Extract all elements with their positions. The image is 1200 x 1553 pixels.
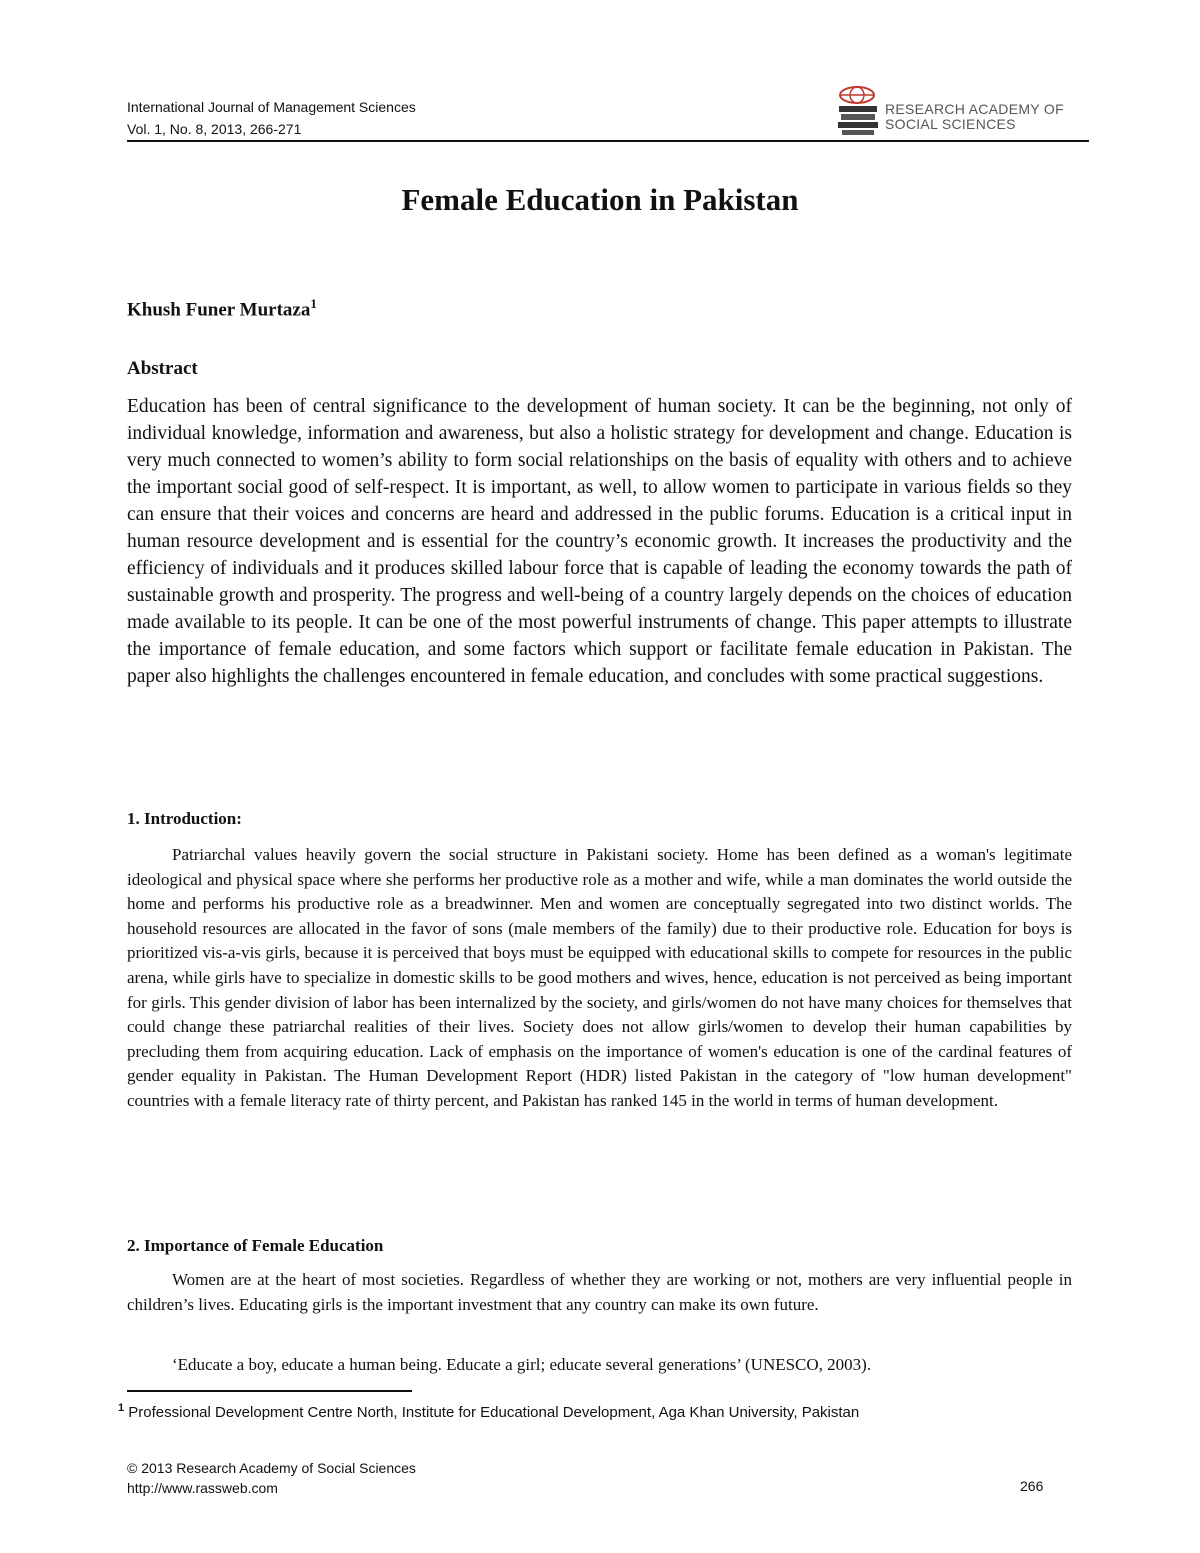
author	[127, 296, 317, 321]
footnote-text: Professional Development Centre North, Institute for Educational Development, Aga Khan University, Pakistan	[128, 1404, 860, 1421]
page-footer	[127, 1458, 416, 1498]
journal-name: International Journal of Management Sciences	[127, 99, 416, 115]
section-heading-importance: 2. Importance of Female Education	[127, 1236, 384, 1255]
footnote	[118, 1402, 859, 1421]
copyright: © 2013 Research Academy of Social Sciences	[127, 1460, 416, 1476]
paper-title: Female Education in Pakistan	[401, 182, 799, 217]
volume-info: Vol. 1, No. 8, 2013, 266-271	[127, 121, 302, 137]
author-footnote-mark: 1	[310, 296, 317, 311]
section-text-importance: Women are at the heart of most societies. Regardless of whether they are working or not, mothers are very influential people in children’s lives. Educating girls is the important investment that any country can make its own future.	[127, 1270, 1072, 1314]
section-heading-introduction: 1. Introduction:	[127, 809, 242, 828]
header-divider	[127, 140, 1089, 142]
website-link[interactable]: http://www.rassweb.com	[127, 1480, 278, 1496]
section-text-introduction: Patriarchal values heavily govern the social structure in Pakistani society. Home has been defined as a woman's legitimate ideological and physical space where she performs her productive role as a mother and wife, while a man dominates the world outside the home and performs his productive role as a breadwinner. Men and women are conceptually segregated into two distinct worlds. The household resources are allocated in the favor of sons (male members of the family) due to their productive role. Education for boys is prioritized vis-a-vis girls, because it is perceived that boys must be equipped with educational skills to compete for resources in the public arena, while girls have to specialize in domestic skills to be good mothers and wives, hence, education is not perceived as being important for girls. This gender division of labor has been internalized by the society, and girls/women do not have many choices for themselves that could change these patriarchal realities of their lives. Society does not allow girls/women to develop their human capabilities by precluding them from acquiring education. Lack of emphasis on the importance of women's education is one of the cardinal features of gender equality in Pakistan. The Human Development Report (HDR) listed Pakistan in the category of "low human development" countries with a female literacy rate of thirty percent, and Pakistan has ranked 145 in the world in terms of human development.	[127, 845, 1072, 1110]
abstract-text: Education has been of central significance to the development of human society. It can be the beginning, not only of individual knowledge, information and awareness, but also a holistic strategy for development and change. Education is very much connected to women’s ability to form social relationships on the basis of equality with others and to achieve the important social good of self-respect. It is important, as well, to allow women to participate in various fields so they can ensure that their voices and concerns are heard and addressed in the public forums. Education is a critical input in human resource development and is essential for the country’s economic growth. It increases the productivity and the efficiency of individuals and it produces skilled labour force that is capable of leading the economy towards the path of sustainable growth and prosperity. The progress and well-being of a country largely depends on the choices of education made available to its people. It can be one of the most powerful instruments of change. This paper attempts to illustrate the importance of female education, and some factors which support or facilitate female education in Pakistan. The paper also highlights the challenges encountered in female education, and concludes with some practical suggestions.	[127, 396, 1072, 687]
publisher-logo	[835, 84, 1085, 138]
logo-line-1: RESEARCH ACADEMY OF	[885, 101, 1064, 117]
journal-header	[127, 96, 416, 140]
page-number: 266	[1020, 1478, 1044, 1494]
unesco-quote: ‘Educate a boy, educate a human being. Educate a girl; educate several generations’ (UNESCO, 2003).	[172, 1355, 872, 1374]
logo-line-2: SOCIAL SCIENCES	[885, 116, 1016, 132]
globe-books-icon	[835, 84, 883, 138]
author-name: Khush Funer Murtaza	[127, 299, 311, 321]
footnote-divider	[127, 1390, 412, 1392]
abstract-heading: Abstract	[127, 358, 198, 379]
footnote-mark: 1	[118, 1402, 125, 1414]
